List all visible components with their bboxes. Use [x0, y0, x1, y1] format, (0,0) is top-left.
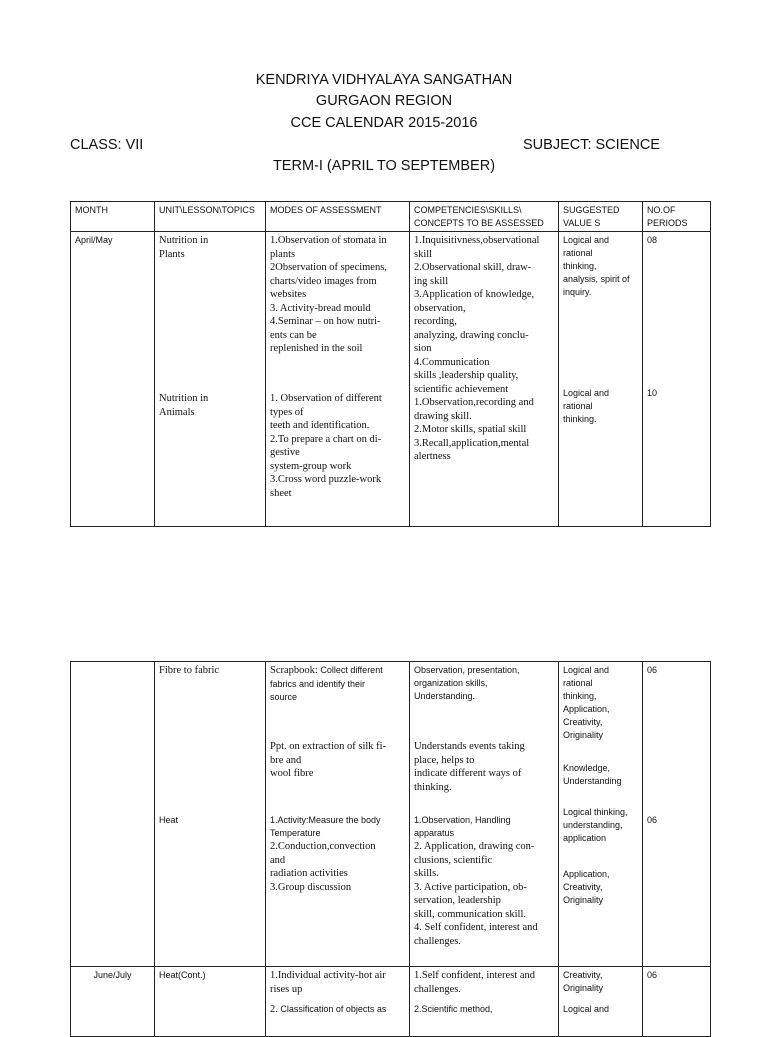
- modes-line: bre and: [270, 754, 302, 766]
- header-values-line2: VALUE S: [563, 217, 601, 228]
- header-competencies: [410, 202, 559, 232]
- periods-value: 06: [647, 970, 658, 980]
- competency-line: scientific achievement: [414, 383, 509, 395]
- competency-line: drawing skill.: [414, 410, 472, 422]
- modes-line: 4.Seminar – on how nutri-: [270, 316, 381, 327]
- modes-cell: [266, 662, 410, 967]
- competency-line: 2. Application, drawing con-: [414, 841, 535, 852]
- modes-line: gestive: [270, 447, 300, 458]
- value-line: Application,: [563, 869, 610, 879]
- competency-line: challenges.: [414, 983, 461, 995]
- modes-line: 2.Conduction,convection: [270, 841, 376, 852]
- value-line: Creativity,: [563, 970, 603, 980]
- modes-line: Classification of objects as: [277, 1004, 387, 1014]
- competency-line: challenges.: [414, 935, 461, 947]
- calendar-title: CCE CALENDAR 2015-2016: [290, 115, 478, 131]
- unit-cell: [155, 662, 266, 967]
- month-cell: [71, 232, 155, 527]
- unit-text: Fibre to fabric: [159, 665, 220, 676]
- modes-line: replenished in the soil: [270, 343, 363, 354]
- competency-line: 1.Observation,recording and: [414, 397, 534, 408]
- competency-line: recording,: [414, 316, 457, 327]
- modes-line: Collect different: [317, 665, 383, 675]
- competency-line: skills.: [414, 868, 439, 879]
- value-line: understanding,: [563, 820, 623, 830]
- header-periods: [643, 202, 711, 232]
- unit-text: Heat(Cont.): [159, 970, 206, 980]
- header-month: MONTH: [71, 202, 155, 232]
- competency-line: 3. Active participation, ob-: [414, 881, 527, 893]
- header-values: [559, 202, 643, 232]
- competency-line: analyzing, drawing conclu-: [414, 329, 529, 341]
- competency-line: sion: [414, 343, 432, 354]
- competency-line: servation, leadership: [414, 895, 501, 906]
- modes-line: plants: [270, 248, 296, 260]
- value-line: Originality: [563, 983, 604, 993]
- periods-value: 06: [647, 665, 658, 675]
- competency-line: Understands events taking: [414, 741, 525, 752]
- table-row: [71, 967, 711, 1037]
- value-line: Originality: [563, 730, 604, 740]
- competencies-cell: [410, 662, 559, 967]
- modes-line: 1. Observation of different: [270, 393, 382, 404]
- competency-line: 1.Observation, Handling: [414, 815, 511, 825]
- assessment-table-1: [70, 201, 711, 527]
- unit-text: Animals: [159, 406, 195, 418]
- unit-cell: [155, 232, 266, 527]
- value-line: Understanding: [563, 776, 622, 786]
- modes-line: 3.Cross word puzzle-work: [270, 474, 382, 485]
- competency-line: skills ,leadership quality,: [414, 370, 519, 381]
- competency-line: thinking.: [414, 781, 452, 793]
- value-line: thinking,: [563, 691, 597, 701]
- value-line: Originality: [563, 895, 604, 905]
- values-cell: [559, 662, 643, 967]
- competency-line: 4.Communication: [414, 356, 490, 368]
- modes-line: 2.To prepare a chart on di-: [270, 433, 382, 445]
- modes-cell: [266, 232, 410, 527]
- modes-line: rises up: [270, 983, 303, 995]
- header-periods-line2: PERIODS: [647, 217, 688, 228]
- value-line: Creativity,: [563, 882, 603, 892]
- modes-line: ents can be: [270, 329, 317, 341]
- class-label: CLASS: VII: [70, 137, 144, 153]
- competency-line: Observation, presentation,: [414, 665, 520, 675]
- periods-cell: [643, 967, 711, 1037]
- modes-line: sheet: [270, 487, 292, 499]
- modes-line: 1.Observation of stomata in: [270, 235, 387, 246]
- org-title: KENDRIYA VIDHYALAYA SANGATHAN: [255, 72, 513, 88]
- value-line: Logical and: [563, 1004, 610, 1014]
- competency-line: observation,: [414, 302, 466, 314]
- month-text: April/May: [75, 235, 113, 245]
- competency-line: 3.Application of knowledge,: [414, 289, 535, 300]
- periods-value: 10: [647, 388, 658, 398]
- modes-line: 2Observation of specimens,: [270, 262, 387, 273]
- periods-cell: [643, 662, 711, 967]
- header-modes: MODES OF ASSESSMENT: [266, 202, 410, 232]
- competency-line: Understanding.: [414, 691, 476, 701]
- competency-line: organization skills,: [414, 678, 488, 688]
- competencies-cell: [410, 232, 559, 527]
- month-cell: [71, 662, 155, 967]
- value-line: Logical and: [563, 235, 610, 245]
- value-line: application: [563, 833, 607, 843]
- modes-cell: [266, 967, 410, 1037]
- competency-line: 4. Self confident, interest and: [414, 922, 538, 933]
- competency-line: place, helps to: [414, 754, 475, 766]
- competency-line: 2.Scientific method,: [414, 1004, 493, 1014]
- value-line: Application,: [563, 704, 610, 714]
- value-line: Logical and: [563, 388, 610, 398]
- competencies-cell: [410, 967, 559, 1037]
- competency-line: 3.Recall,application,mental: [414, 437, 530, 449]
- unit-text: Nutrition in: [159, 393, 209, 404]
- competency-line: 2.Motor skills, spatial skill: [414, 424, 527, 435]
- periods-cell: [643, 232, 711, 527]
- values-cell: [559, 967, 643, 1037]
- unit-cell: [155, 967, 266, 1037]
- region-title: GURGAON REGION: [315, 93, 453, 109]
- modes-line: 2.: [270, 1004, 278, 1015]
- value-line: thinking,: [563, 261, 597, 271]
- modes-line: types of: [270, 406, 304, 418]
- table-row: [71, 232, 711, 527]
- table-row: [71, 662, 711, 967]
- header-periods-line1: NO.OF: [647, 205, 676, 215]
- periods-value: 06: [647, 815, 658, 825]
- subject-label: SUBJECT: SCIENCE: [523, 137, 660, 153]
- unit-text: Heat: [159, 815, 179, 825]
- competency-line: apparatus: [414, 828, 455, 838]
- modes-line: radiation activities: [270, 868, 348, 879]
- value-line: inquiry.: [563, 287, 592, 297]
- competency-line: 1.Inquisitivness,observational: [414, 235, 540, 246]
- modes-line: teeth and identification.: [270, 420, 370, 431]
- modes-line: Ppt. on extraction of silk fi-: [270, 741, 387, 752]
- modes-line: and: [270, 854, 286, 866]
- competency-line: clusions, scientific: [414, 854, 493, 866]
- modes-line: Scrapbook:: [270, 665, 318, 676]
- month-cell: [71, 967, 155, 1037]
- value-line: rational: [563, 248, 593, 258]
- modes-line: source: [270, 691, 298, 702]
- value-line: Knowledge,: [563, 763, 611, 773]
- header-competencies-line1: COMPETENCIES\SKILLS\: [414, 205, 522, 215]
- competency-line: ing skill: [414, 275, 449, 287]
- month-text: June/July: [93, 970, 132, 980]
- competency-line: skill, communication skill.: [414, 908, 526, 920]
- competency-line: indicate different ways of: [414, 768, 522, 779]
- header-unit: UNIT\LESSON\TOPICS: [155, 202, 266, 232]
- value-line: rational: [563, 401, 593, 411]
- value-line: analysis, spirit of: [563, 274, 630, 284]
- modes-line: Temperature: [270, 828, 321, 838]
- value-line: thinking.: [563, 414, 597, 424]
- unit-text: Plants: [159, 248, 185, 260]
- values-cell: [559, 232, 643, 527]
- modes-line: 3.Group discussion: [270, 881, 352, 893]
- modes-line: 3. Activity-bread mould: [270, 302, 371, 314]
- modes-line: charts/video images from: [270, 275, 377, 287]
- periods-value: 08: [647, 235, 658, 245]
- table-header-row: [71, 202, 711, 232]
- term-title: TERM-I (APRIL TO SEPTEMBER): [272, 158, 496, 174]
- modes-line: fabrics and identify their: [270, 678, 366, 689]
- header-competencies-line2: CONCEPTS TO BE ASSESSED: [414, 217, 544, 228]
- modes-line: 1.Activity:Measure the body: [270, 815, 381, 825]
- competency-line: 2.Observational skill, draw-: [414, 262, 532, 273]
- competency-line: alertness: [414, 451, 451, 462]
- value-line: Logical and: [563, 665, 610, 675]
- modes-line: system-group work: [270, 460, 352, 472]
- modes-line: websites: [270, 289, 307, 300]
- value-line: Logical thinking,: [563, 807, 628, 817]
- assessment-table-2: [70, 661, 711, 1037]
- competency-line: 1.Self confident, interest and: [414, 970, 536, 981]
- modes-line: 1.Individual activity-hot air: [270, 970, 386, 981]
- competency-line: skill: [414, 248, 433, 260]
- modes-line: wool fibre: [270, 768, 314, 779]
- header-values-line1: SUGGESTED: [563, 205, 620, 215]
- value-line: Creativity,: [563, 717, 603, 727]
- value-line: rational: [563, 678, 593, 688]
- unit-text: Nutrition in: [159, 235, 209, 246]
